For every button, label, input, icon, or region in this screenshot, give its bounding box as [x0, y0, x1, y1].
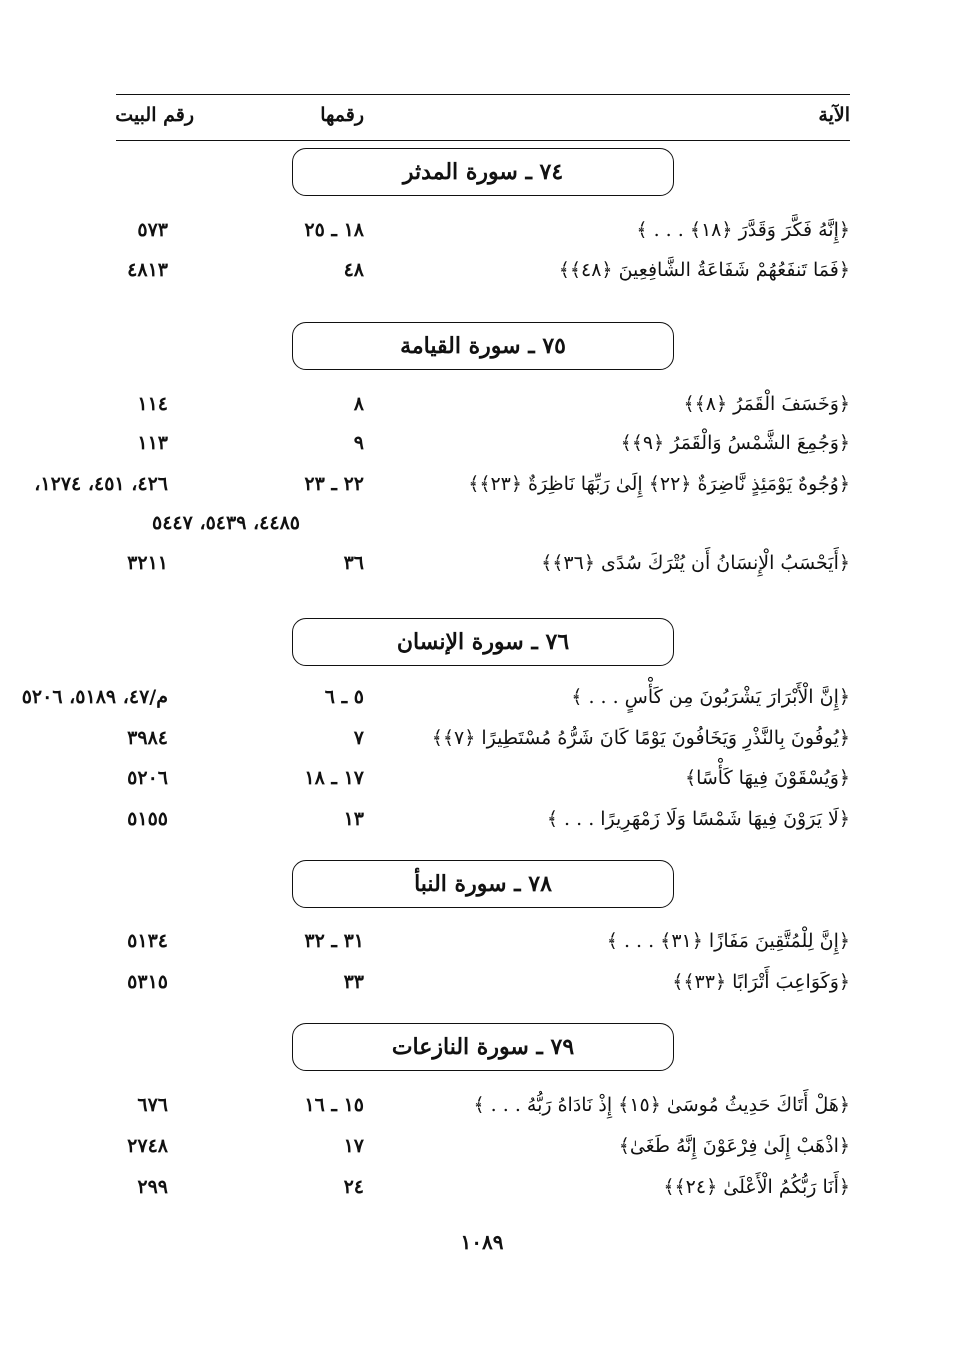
ayah-number: ٧: [353, 727, 364, 749]
ayah-number: ١٧: [343, 1135, 364, 1157]
ayah-text: ﴿إِنَّ لِلْمُتَّقِينَ مَفَازًا ﴿٣١﴾ . . . ﴾: [606, 930, 850, 952]
header-number: رقمها: [320, 104, 364, 126]
verse-number: ٥١٣٤: [127, 930, 168, 952]
ayah-number: ١٥ ـ ١٦: [304, 1094, 364, 1116]
ayah-text: ﴿فَمَا تَنفَعُهُمْ شَفَاعَةُ الشَّافِعِينَ ﴿٤٨﴾﴾: [558, 259, 850, 281]
verse-number: ٦٧٦: [137, 1094, 168, 1116]
verse-number: ٣٩٨٤: [127, 727, 168, 749]
table-row: [0, 965, 964, 999]
ayah-text: ﴿هَلْ أَتَاكَ حَدِيثُ مُوسَىٰ ﴿١٥﴾ إِذْ نَادَاهُ رَبُّهُ . . . ﴾: [473, 1094, 850, 1116]
ayah-number: ٢٢ ـ ٢٣: [304, 473, 364, 495]
ayah-number: ٣١ ـ ٣٢: [304, 930, 364, 952]
table-row: [0, 467, 964, 501]
ayah-number: ٨: [353, 393, 364, 415]
ayah-number: ١٣: [343, 808, 364, 830]
table-row: [0, 213, 964, 247]
table-row: [0, 1088, 964, 1122]
ayah-number: ١٨ ـ ٢٥: [304, 219, 364, 241]
verse-number: ٢٩٩: [137, 1176, 168, 1198]
surah-heading: ٧٥ ـ سورة القيامة: [292, 322, 674, 370]
top-rule: [116, 94, 850, 95]
ayah-text: ﴿وَخَسَفَ الْقَمَرُ ﴿٨﴾﴾: [683, 393, 850, 415]
table-row: [0, 924, 964, 958]
ayah-text: ﴿أَنَا رَبُّكُمُ الْأَعْلَىٰ ﴿٢٤﴾﴾: [663, 1176, 850, 1198]
table-row: [0, 802, 964, 836]
verse-number: م/٤٧، ٥١٨٩، ٥٢٠٦: [21, 686, 168, 708]
verse-number: ١١٤: [137, 393, 168, 415]
ayah-text: ﴿وَيُسْقَوْنَ فِيهَا كَأْسًا﴾: [684, 767, 850, 789]
ayah-number: ١٧ ـ ١٨: [304, 767, 364, 789]
ayah-text: ﴿اذْهَبْ إِلَىٰ فِرْعَوْنَ إِنَّهُ طَغَىٰ﴾: [618, 1135, 850, 1157]
table-row-continuation: [0, 506, 964, 540]
surah-heading: ٧٩ ـ سورة النازعات: [292, 1023, 674, 1071]
verse-number-continued: ٤٤٨٥، ٥٤٣٩، ٥٤٤٧: [152, 512, 300, 534]
ayah-number: ٥ ـ ٦: [324, 686, 364, 708]
verse-number: ٣٢١١: [127, 552, 168, 574]
header-ayah: الآية: [818, 104, 850, 126]
ayah-text: ﴿إِنَّ الْأَبْرَارَ يَشْرَبُونَ مِن كَأْسٍ . . . ﴾: [571, 686, 850, 708]
ayah-text: ﴿إِنَّهُ فَكَّرَ وَقَدَّرَ ﴿١٨﴾ . . . ﴾: [636, 219, 850, 241]
table-row: [0, 253, 964, 287]
table-row: [0, 426, 964, 460]
ayah-text: ﴿لَا يَرَوْنَ فِيهَا شَمْسًا وَلَا زَمْهَرِيرًا . . . ﴾: [546, 808, 850, 830]
verse-number: ١١٣: [137, 432, 168, 454]
ayah-text: ﴿أَيَحْسَبُ الْإِنسَانُ أَن يُتْرَكَ سُدًى ﴿٣٦﴾﴾: [541, 552, 850, 574]
surah-heading: ٧٦ ـ سورة الإنسان: [292, 618, 674, 666]
ayah-text: ﴿وَجُمِعَ الشَّمْسُ وَالْقَمَرُ ﴿٩﴾﴾: [620, 432, 850, 454]
table-row: [0, 1129, 964, 1163]
surah-heading: ٧٤ ـ سورة المدثر: [292, 148, 674, 196]
header-rule: [116, 140, 850, 141]
ayah-number: ٢٤: [343, 1176, 364, 1198]
ayah-number: ٤٨: [343, 259, 364, 281]
verse-number: ٢٧٤٨: [127, 1135, 168, 1157]
ayah-number: ٣٦: [343, 552, 364, 574]
surah-heading: ٧٨ ـ سورة النبأ: [292, 860, 674, 908]
verse-number: ٥٢٠٦: [127, 767, 168, 789]
verse-number: ٥١٥٥: [127, 808, 168, 830]
verse-number: ٤٢٦، ٤٥١، ١٢٧٤،: [34, 473, 168, 495]
ayah-number: ٩: [353, 432, 364, 454]
verse-number: ٤٨١٣: [127, 259, 168, 281]
ayah-text: ﴿يُوفُونَ بِالنَّذْرِ وَيَخَافُونَ يَوْمًا كَانَ شَرُّهُ مُسْتَطِيرًا ﴿٧﴾﴾: [431, 727, 850, 749]
table-row: [0, 721, 964, 755]
verse-number: ٥٧٣: [137, 219, 168, 241]
table-row: [0, 680, 964, 714]
ayah-text: ﴿وُجُوهٌ يَوْمَئِذٍ نَّاضِرَةٌ ﴿٢٢﴾ إِلَىٰ رَبِّهَا نَاظِرَةٌ ﴿٢٣﴾﴾: [468, 473, 850, 495]
table-row: [0, 546, 964, 580]
page-number: ١٠٨٩: [460, 1230, 504, 1254]
table-row: [0, 387, 964, 421]
header-verse-number: رقم البيت: [115, 104, 194, 126]
table-row: [0, 761, 964, 795]
table-row: [0, 1170, 964, 1204]
ayah-text: ﴿وَكَوَاعِبَ أَتْرَابًا ﴿٣٣﴾﴾: [672, 971, 850, 993]
verse-number: ٥٣١٥: [127, 971, 168, 993]
ayah-number: ٣٣: [343, 971, 364, 993]
